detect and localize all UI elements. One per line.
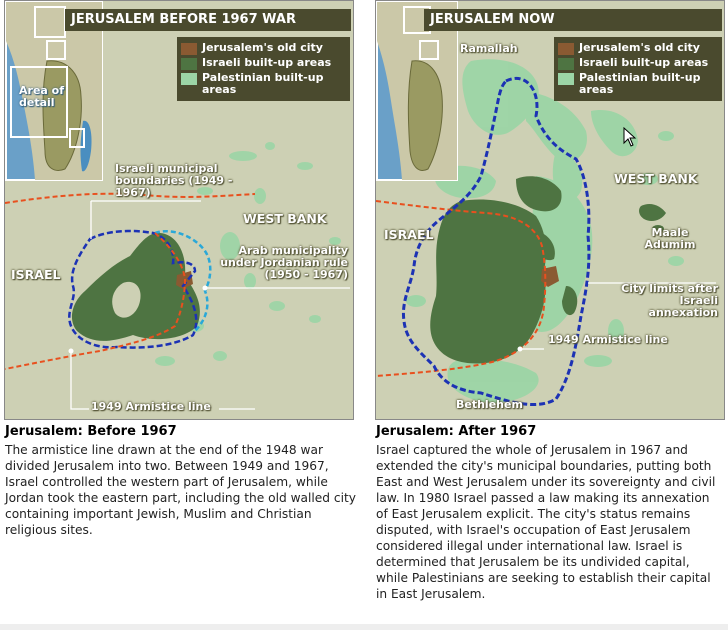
right-caption-title: Jerusalem: After 1967 — [376, 424, 537, 439]
page-bottom-bar — [0, 624, 728, 630]
legend-swatch — [181, 73, 197, 85]
legend-item-israeli — [558, 57, 718, 70]
legend-swatch — [558, 73, 574, 85]
west-bank-label: WEST BANK — [614, 171, 698, 186]
armistice-line-label: 1949 Armistice line — [91, 400, 211, 413]
map-now — [375, 0, 725, 420]
legend-item-old-city — [181, 42, 346, 55]
legend-label: Israeli built-up areas — [579, 56, 709, 69]
map-legend — [554, 37, 722, 101]
legend-swatch — [558, 58, 574, 70]
legend-swatch — [181, 58, 197, 70]
legend-label: Palestinian built-up areas — [202, 71, 324, 96]
map-legend — [177, 37, 350, 101]
arab-municipality-label: Arab municipality under Jordanian rule (1950 - 1967) — [220, 244, 348, 281]
israel-label: ISRAEL — [11, 267, 61, 282]
israel-label: ISRAEL — [384, 227, 434, 242]
map-header: JERUSALEM BEFORE 1967 WAR — [65, 9, 351, 31]
legend-label: Palestinian built-up areas — [579, 71, 701, 96]
map-before-1967 — [4, 0, 354, 420]
legend-item-palestinian — [558, 72, 718, 96]
city-limits-label: City limits after Israeli annexation — [621, 282, 718, 319]
left-caption-title: Jerusalem: Before 1967 — [5, 424, 177, 439]
map-header: JERUSALEM NOW — [424, 9, 722, 31]
israeli-municipal-label: Israeli municipal boundaries (1949 - 1967) — [115, 162, 233, 199]
legend-label: Israeli built-up areas — [202, 56, 332, 69]
legend-label: Jerusalem's old city — [579, 41, 700, 54]
legend-item-palestinian — [181, 72, 346, 96]
ramallah-label: Ramallah — [460, 42, 518, 55]
legend-swatch — [558, 43, 574, 55]
mouse-pointer-icon — [623, 127, 637, 147]
armistice-line-label: 1949 Armistice line — [548, 333, 668, 346]
legend-item-israeli — [181, 57, 346, 70]
area-of-detail-label: Area of detail — [19, 84, 64, 109]
maale-adumim-label: Maale Adumim — [644, 226, 696, 251]
bethlehem-label: Bethlehem — [456, 398, 523, 411]
west-bank-label: WEST BANK — [243, 211, 327, 226]
legend-item-old-city — [558, 42, 718, 55]
right-caption-body: Israel captured the whole of Jerusalem in 1967 and extended the city's municipal boundaries, putting both East and West Jerusalem under its sovereignty and civil law. In 1980 Israel passed a law making its annexation of East Jerusalem explicit. The city's status remains disputed, with Israel's occupation of East Jerusalem considered illegal under international law. Israel is determined that Jerusalem be its undivided capital, while Palestinians are seeking to establish their capital in East Jerusalem. — [376, 443, 716, 601]
left-caption-body: The armistice line drawn at the end of the 1948 war divided Jerusalem into two. Between 1949 and 1967, Israel controlled the western part of Jerusalem, while Jordan took the eastern part, including the old walled city containing important Jewish, Muslim and Christian religious sites. — [5, 443, 356, 537]
legend-swatch — [181, 43, 197, 55]
legend-label: Jerusalem's old city — [202, 41, 323, 54]
